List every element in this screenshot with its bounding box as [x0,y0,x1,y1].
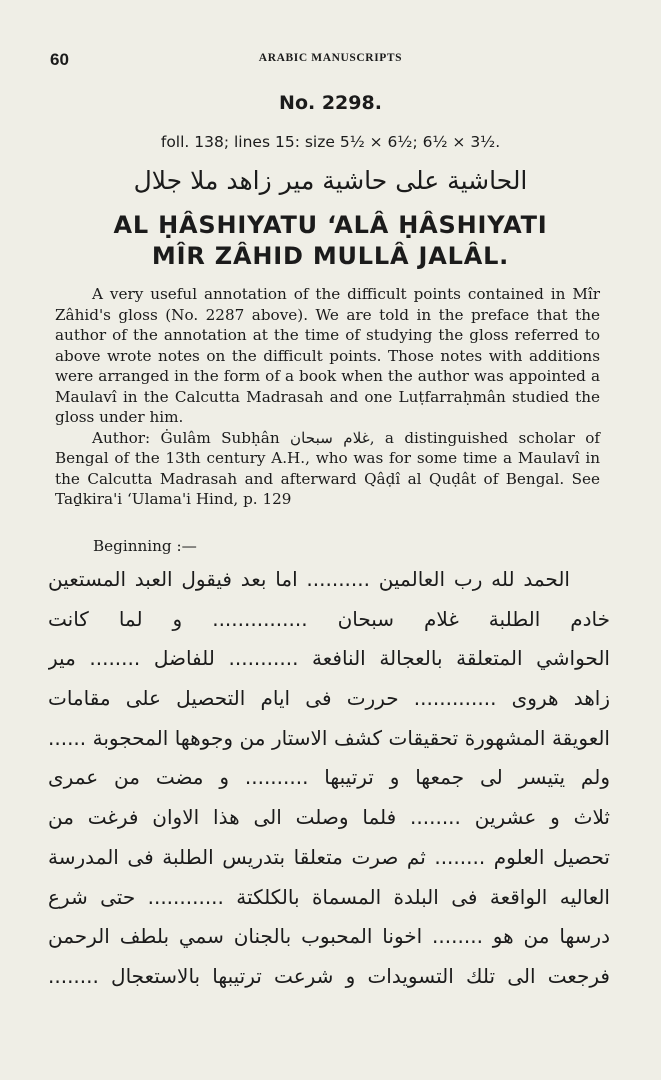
physical-description: foll. 138; lines 15: size 5½ × 6½; 6½ × 3½. [160,133,501,151]
arabic-text-line: تحصيل العلوم ........ ثم صرت متعلقا بتدريس الطلبة فى المدرسة [48,844,610,869]
description-paragraph: A very useful annotation of the difficult points contained in Mîr Zâhid's gloss (No. 2287 above). We are told in the preface that the author of the annotation at the time of studying the gloss referred to above wrote notes on the difficult points. Those notes with additions were arranged in the form of a book when the author was appointed a Maulavî in the Calcutta Madrasah and one Luṭfarraḥmân studied the gloss under him. [55,285,600,426]
title-line-1: AL ḤÂSHIYATU ‘ALÂ ḤÂSHIYATI [113,211,548,239]
arabic-text-line: ثلاث و عشرين ........ فلما وصلت الى هذا الاوان فرغت من [48,805,610,830]
page-number: 60 [50,50,69,69]
beginning-arabic-text [48,560,610,997]
title-line-2: MÎR ZÂHID MULLÂ JALÂL. [151,242,510,270]
arabic-text-line: العاليه الواقعة فى البلدة المسماة بالكلكتة ............ حتى شرع [48,884,610,909]
arabic-title: الحاشية على حاشية مير زاهد ملا جلال [133,166,528,195]
arabic-text-line: خادم الطلبة غلام سبحان ............... و لما كانت [48,606,610,631]
arabic-text-line: درسها من هو ........ اخونا المحبوب بالجنان سمي بلطف الرحمن [48,924,610,949]
transliterated-title [0,210,661,272]
author-paragraph: Author: Ġulâm Subḥân غلام سبحان, a distinguished scholar of Bengal of the 13th century A.H., who was for some time a Maulavî in the Calcutta Madrasah and afterward Qâḍî al Quḍât of Bengal. See Taḏkira'i ‘Ulama'i Hind, p. 129 [55,428,600,508]
running-title: ARABIC MANUSCRIPTS [258,52,403,64]
arabic-text-line: الحواشي المتعلقة بالعجالة النافعة ........... للفاضل ........ مير [48,646,610,671]
beginning-label: Beginning :— [93,537,197,555]
arabic-text-line: زاهد هروی ............. حررت فی ایام التحصیل علی مقامات [48,686,610,711]
arabic-text-line: ولم يتيسر لى جمعها و ترتيبها .......... و مضت من عمرى [48,765,610,790]
page-header [46,48,615,70]
entry-body [55,284,600,510]
arabic-text-line: العويقة المشهورة تحقيقات كشف الاستار من وجوهها المحجوبة ...... [48,725,610,750]
arabic-text-line: الحمد لله رب العالمين .......... اما بعد فيقول العبد المستعين [48,567,570,591]
manuscript-number: No. 2298. [279,92,382,114]
arabic-text-line: فرجعت الى تلك التسويدات و شرعت ترتيبها بالاستعجال ........ [48,963,610,988]
